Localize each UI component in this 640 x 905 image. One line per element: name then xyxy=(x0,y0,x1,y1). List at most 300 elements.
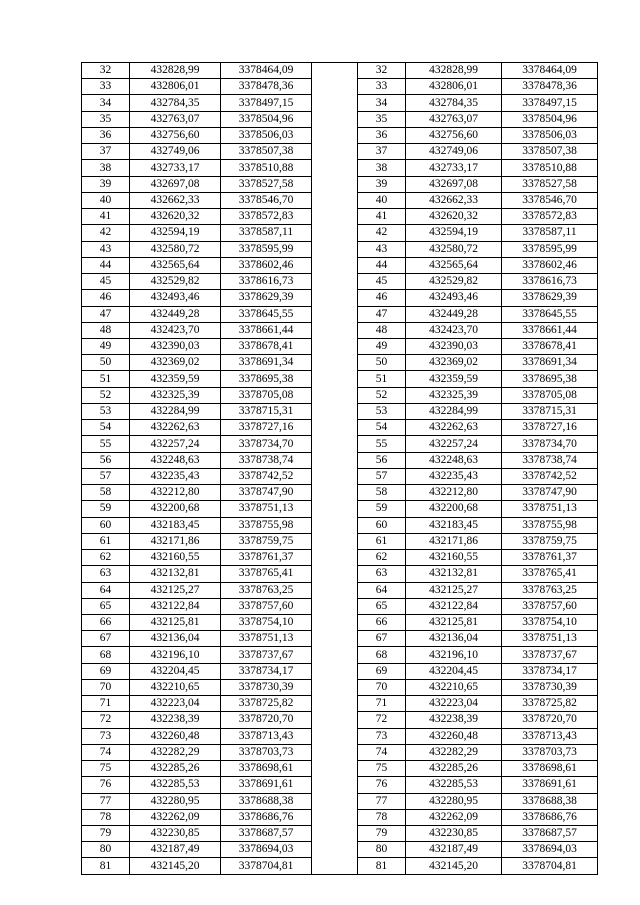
x-coordinate-cell: 432662,33 xyxy=(130,192,221,208)
point-number-cell: 65 xyxy=(82,598,130,614)
y-coordinate-cell: 3378734,17 xyxy=(502,663,598,679)
y-coordinate-cell: 3378507,38 xyxy=(502,144,598,160)
point-number-cell: 32 xyxy=(358,63,406,79)
x-coordinate-cell: 432235,43 xyxy=(130,468,221,484)
point-number-cell: 78 xyxy=(358,809,406,825)
x-coordinate-cell: 432122,84 xyxy=(130,598,221,614)
column-gap xyxy=(312,614,358,630)
x-coordinate-cell: 432784,35 xyxy=(130,95,221,111)
column-gap xyxy=(312,712,358,728)
x-coordinate-cell: 432359,59 xyxy=(130,371,221,387)
x-coordinate-cell: 432238,39 xyxy=(130,712,221,728)
point-number-cell: 42 xyxy=(358,225,406,241)
x-coordinate-cell: 432369,02 xyxy=(406,355,502,371)
point-number-cell: 34 xyxy=(82,95,130,111)
point-number-cell: 43 xyxy=(82,241,130,257)
column-gap xyxy=(312,858,358,874)
point-number-cell: 49 xyxy=(82,338,130,354)
point-number-cell: 68 xyxy=(82,647,130,663)
y-coordinate-cell: 3378691,34 xyxy=(502,355,598,371)
column-gap xyxy=(312,127,358,143)
table-row xyxy=(82,842,598,858)
x-coordinate-cell: 432697,08 xyxy=(130,176,221,192)
point-number-cell: 58 xyxy=(82,485,130,501)
x-coordinate-cell: 432262,63 xyxy=(130,420,221,436)
x-coordinate-cell: 432262,09 xyxy=(406,809,502,825)
x-coordinate-cell: 432230,85 xyxy=(130,826,221,842)
x-coordinate-cell: 432183,45 xyxy=(406,517,502,533)
point-number-cell: 74 xyxy=(358,744,406,760)
y-coordinate-cell: 3378497,15 xyxy=(221,95,312,111)
y-coordinate-cell: 3378715,31 xyxy=(221,403,312,419)
column-gap xyxy=(312,517,358,533)
y-coordinate-cell: 3378661,44 xyxy=(502,322,598,338)
column-gap xyxy=(312,290,358,306)
point-number-cell: 62 xyxy=(82,550,130,566)
table-row xyxy=(82,209,598,225)
table-row xyxy=(82,420,598,436)
x-coordinate-cell: 432200,68 xyxy=(130,501,221,517)
column-gap xyxy=(312,371,358,387)
y-coordinate-cell: 3378725,82 xyxy=(221,696,312,712)
x-coordinate-cell: 432125,81 xyxy=(130,614,221,630)
column-gap xyxy=(312,338,358,354)
x-coordinate-cell: 432238,39 xyxy=(406,712,502,728)
x-coordinate-cell: 432196,10 xyxy=(130,647,221,663)
point-number-cell: 47 xyxy=(358,306,406,322)
point-number-cell: 72 xyxy=(82,712,130,728)
x-coordinate-cell: 432257,24 xyxy=(406,436,502,452)
y-coordinate-cell: 3378602,46 xyxy=(221,257,312,273)
y-coordinate-cell: 3378688,38 xyxy=(502,793,598,809)
table-row xyxy=(82,712,598,728)
x-coordinate-cell: 432285,53 xyxy=(130,777,221,793)
point-number-cell: 36 xyxy=(358,127,406,143)
y-coordinate-cell: 3378595,99 xyxy=(502,241,598,257)
y-coordinate-cell: 3378510,88 xyxy=(221,160,312,176)
x-coordinate-cell: 432136,04 xyxy=(406,631,502,647)
point-number-cell: 81 xyxy=(82,858,130,874)
point-number-cell: 60 xyxy=(82,517,130,533)
x-coordinate-cell: 432285,26 xyxy=(130,761,221,777)
point-number-cell: 48 xyxy=(358,322,406,338)
x-coordinate-cell: 432204,45 xyxy=(130,663,221,679)
table-row xyxy=(82,306,598,322)
point-number-cell: 49 xyxy=(358,338,406,354)
y-coordinate-cell: 3378730,39 xyxy=(221,679,312,695)
point-number-cell: 48 xyxy=(82,322,130,338)
x-coordinate-cell: 432125,81 xyxy=(406,614,502,630)
column-gap xyxy=(312,420,358,436)
x-coordinate-cell: 432145,20 xyxy=(406,858,502,874)
x-coordinate-cell: 432423,70 xyxy=(130,322,221,338)
table-row xyxy=(82,598,598,614)
y-coordinate-cell: 3378686,76 xyxy=(221,809,312,825)
point-number-cell: 77 xyxy=(82,793,130,809)
x-coordinate-cell: 432136,04 xyxy=(130,631,221,647)
table-row xyxy=(82,614,598,630)
point-number-cell: 41 xyxy=(358,209,406,225)
x-coordinate-cell: 432230,85 xyxy=(406,826,502,842)
y-coordinate-cell: 3378705,08 xyxy=(502,387,598,403)
point-number-cell: 46 xyxy=(358,290,406,306)
point-number-cell: 56 xyxy=(358,452,406,468)
y-coordinate-cell: 3378755,98 xyxy=(221,517,312,533)
y-coordinate-cell: 3378765,41 xyxy=(221,566,312,582)
table-row xyxy=(82,452,598,468)
x-coordinate-cell: 432784,35 xyxy=(406,95,502,111)
x-coordinate-cell: 432183,45 xyxy=(130,517,221,533)
y-coordinate-cell: 3378687,57 xyxy=(221,826,312,842)
x-coordinate-cell: 432594,19 xyxy=(406,225,502,241)
point-number-cell: 70 xyxy=(358,679,406,695)
point-number-cell: 76 xyxy=(82,777,130,793)
table-row xyxy=(82,225,598,241)
point-number-cell: 69 xyxy=(358,663,406,679)
x-coordinate-cell: 432763,07 xyxy=(130,111,221,127)
x-coordinate-cell: 432212,80 xyxy=(406,485,502,501)
x-coordinate-cell: 432257,24 xyxy=(130,436,221,452)
x-coordinate-cell: 432160,55 xyxy=(130,550,221,566)
x-coordinate-cell: 432171,86 xyxy=(130,533,221,549)
x-coordinate-cell: 432806,01 xyxy=(406,79,502,95)
y-coordinate-cell: 3378713,43 xyxy=(502,728,598,744)
y-coordinate-cell: 3378678,41 xyxy=(221,338,312,354)
point-number-cell: 52 xyxy=(358,387,406,403)
coordinates-table-body xyxy=(82,63,598,875)
y-coordinate-cell: 3378629,39 xyxy=(221,290,312,306)
x-coordinate-cell: 432132,81 xyxy=(406,566,502,582)
point-number-cell: 40 xyxy=(82,192,130,208)
x-coordinate-cell: 432284,99 xyxy=(406,403,502,419)
y-coordinate-cell: 3378734,70 xyxy=(502,436,598,452)
y-coordinate-cell: 3378661,44 xyxy=(221,322,312,338)
y-coordinate-cell: 3378704,81 xyxy=(502,858,598,874)
x-coordinate-cell: 432733,17 xyxy=(406,160,502,176)
coordinates-table xyxy=(81,62,598,875)
x-coordinate-cell: 432828,99 xyxy=(406,63,502,79)
y-coordinate-cell: 3378464,09 xyxy=(221,63,312,79)
y-coordinate-cell: 3378715,31 xyxy=(502,403,598,419)
x-coordinate-cell: 432493,46 xyxy=(406,290,502,306)
x-coordinate-cell: 432196,10 xyxy=(406,647,502,663)
x-coordinate-cell: 432369,02 xyxy=(130,355,221,371)
y-coordinate-cell: 3378761,37 xyxy=(502,550,598,566)
column-gap xyxy=(312,192,358,208)
x-coordinate-cell: 432756,60 xyxy=(130,127,221,143)
y-coordinate-cell: 3378616,73 xyxy=(502,274,598,290)
y-coordinate-cell: 3378691,61 xyxy=(221,777,312,793)
y-coordinate-cell: 3378687,57 xyxy=(502,826,598,842)
table-row xyxy=(82,761,598,777)
column-gap xyxy=(312,761,358,777)
x-coordinate-cell: 432280,95 xyxy=(406,793,502,809)
x-coordinate-cell: 432125,27 xyxy=(406,582,502,598)
column-gap xyxy=(312,241,358,257)
table-row xyxy=(82,257,598,273)
column-gap xyxy=(312,663,358,679)
point-number-cell: 75 xyxy=(358,761,406,777)
point-number-cell: 74 xyxy=(82,744,130,760)
y-coordinate-cell: 3378686,76 xyxy=(502,809,598,825)
point-number-cell: 54 xyxy=(358,420,406,436)
y-coordinate-cell: 3378587,11 xyxy=(221,225,312,241)
y-coordinate-cell: 3378688,38 xyxy=(221,793,312,809)
table-row xyxy=(82,485,598,501)
x-coordinate-cell: 432280,95 xyxy=(130,793,221,809)
column-gap xyxy=(312,744,358,760)
column-gap xyxy=(312,647,358,663)
point-number-cell: 76 xyxy=(358,777,406,793)
table-row xyxy=(82,322,598,338)
y-coordinate-cell: 3378713,43 xyxy=(221,728,312,744)
y-coordinate-cell: 3378506,03 xyxy=(502,127,598,143)
column-gap xyxy=(312,225,358,241)
point-number-cell: 46 xyxy=(82,290,130,306)
point-number-cell: 60 xyxy=(358,517,406,533)
column-gap xyxy=(312,777,358,793)
x-coordinate-cell: 432325,39 xyxy=(130,387,221,403)
x-coordinate-cell: 432580,72 xyxy=(130,241,221,257)
point-number-cell: 79 xyxy=(358,826,406,842)
x-coordinate-cell: 432122,84 xyxy=(406,598,502,614)
column-gap xyxy=(312,176,358,192)
y-coordinate-cell: 3378506,03 xyxy=(221,127,312,143)
point-number-cell: 73 xyxy=(82,728,130,744)
table-row xyxy=(82,550,598,566)
point-number-cell: 80 xyxy=(358,842,406,858)
y-coordinate-cell: 3378751,13 xyxy=(221,631,312,647)
table-row xyxy=(82,355,598,371)
point-number-cell: 43 xyxy=(358,241,406,257)
y-coordinate-cell: 3378497,15 xyxy=(502,95,598,111)
x-coordinate-cell: 432125,27 xyxy=(130,582,221,598)
point-number-cell: 69 xyxy=(82,663,130,679)
x-coordinate-cell: 432200,68 xyxy=(406,501,502,517)
table-row xyxy=(82,501,598,517)
column-gap xyxy=(312,809,358,825)
y-coordinate-cell: 3378678,41 xyxy=(502,338,598,354)
x-coordinate-cell: 432662,33 xyxy=(406,192,502,208)
y-coordinate-cell: 3378763,25 xyxy=(221,582,312,598)
table-row xyxy=(82,809,598,825)
table-row xyxy=(82,468,598,484)
table-row xyxy=(82,111,598,127)
x-coordinate-cell: 432212,80 xyxy=(130,485,221,501)
column-gap xyxy=(312,355,358,371)
table-row xyxy=(82,403,598,419)
point-number-cell: 66 xyxy=(358,614,406,630)
column-gap xyxy=(312,793,358,809)
point-number-cell: 63 xyxy=(358,566,406,582)
x-coordinate-cell: 432282,29 xyxy=(130,744,221,760)
table-row xyxy=(82,533,598,549)
table-row xyxy=(82,728,598,744)
x-coordinate-cell: 432285,53 xyxy=(406,777,502,793)
x-coordinate-cell: 432260,48 xyxy=(130,728,221,744)
y-coordinate-cell: 3378759,75 xyxy=(502,533,598,549)
y-coordinate-cell: 3378694,03 xyxy=(502,842,598,858)
y-coordinate-cell: 3378754,10 xyxy=(502,614,598,630)
table-row xyxy=(82,63,598,79)
x-coordinate-cell: 432260,48 xyxy=(406,728,502,744)
point-number-cell: 35 xyxy=(82,111,130,127)
point-number-cell: 79 xyxy=(82,826,130,842)
y-coordinate-cell: 3378587,11 xyxy=(502,225,598,241)
y-coordinate-cell: 3378757,60 xyxy=(502,598,598,614)
column-gap xyxy=(312,436,358,452)
point-number-cell: 81 xyxy=(358,858,406,874)
point-number-cell: 72 xyxy=(358,712,406,728)
column-gap xyxy=(312,550,358,566)
point-number-cell: 55 xyxy=(358,436,406,452)
table-row xyxy=(82,517,598,533)
table-row xyxy=(82,144,598,160)
x-coordinate-cell: 432171,86 xyxy=(406,533,502,549)
table-row xyxy=(82,127,598,143)
table-row xyxy=(82,793,598,809)
point-number-cell: 64 xyxy=(358,582,406,598)
y-coordinate-cell: 3378694,03 xyxy=(221,842,312,858)
y-coordinate-cell: 3378546,70 xyxy=(502,192,598,208)
table-row xyxy=(82,826,598,842)
point-number-cell: 34 xyxy=(358,95,406,111)
y-coordinate-cell: 3378703,73 xyxy=(221,744,312,760)
column-gap xyxy=(312,111,358,127)
column-gap xyxy=(312,728,358,744)
column-gap xyxy=(312,403,358,419)
x-coordinate-cell: 432594,19 xyxy=(130,225,221,241)
y-coordinate-cell: 3378704,81 xyxy=(221,858,312,874)
x-coordinate-cell: 432565,64 xyxy=(406,257,502,273)
y-coordinate-cell: 3378527,58 xyxy=(502,176,598,192)
y-coordinate-cell: 3378757,60 xyxy=(221,598,312,614)
y-coordinate-cell: 3378737,67 xyxy=(502,647,598,663)
column-gap xyxy=(312,696,358,712)
column-gap xyxy=(312,533,358,549)
y-coordinate-cell: 3378504,96 xyxy=(502,111,598,127)
point-number-cell: 53 xyxy=(82,403,130,419)
y-coordinate-cell: 3378629,39 xyxy=(502,290,598,306)
point-number-cell: 70 xyxy=(82,679,130,695)
point-number-cell: 58 xyxy=(358,485,406,501)
column-gap xyxy=(312,452,358,468)
y-coordinate-cell: 3378734,17 xyxy=(221,663,312,679)
table-row xyxy=(82,274,598,290)
x-coordinate-cell: 432235,43 xyxy=(406,468,502,484)
x-coordinate-cell: 432423,70 xyxy=(406,322,502,338)
y-coordinate-cell: 3378595,99 xyxy=(221,241,312,257)
x-coordinate-cell: 432449,28 xyxy=(406,306,502,322)
x-coordinate-cell: 432749,06 xyxy=(130,144,221,160)
y-coordinate-cell: 3378751,13 xyxy=(221,501,312,517)
point-number-cell: 63 xyxy=(82,566,130,582)
x-coordinate-cell: 432285,26 xyxy=(406,761,502,777)
y-coordinate-cell: 3378751,13 xyxy=(502,501,598,517)
point-number-cell: 75 xyxy=(82,761,130,777)
y-coordinate-cell: 3378765,41 xyxy=(502,566,598,582)
x-coordinate-cell: 432359,59 xyxy=(406,371,502,387)
point-number-cell: 50 xyxy=(358,355,406,371)
x-coordinate-cell: 432210,65 xyxy=(406,679,502,695)
column-gap xyxy=(312,842,358,858)
y-coordinate-cell: 3378691,34 xyxy=(221,355,312,371)
x-coordinate-cell: 432565,64 xyxy=(130,257,221,273)
column-gap xyxy=(312,485,358,501)
y-coordinate-cell: 3378478,36 xyxy=(502,79,598,95)
table-row xyxy=(82,858,598,874)
point-number-cell: 38 xyxy=(358,160,406,176)
column-gap xyxy=(312,95,358,111)
point-number-cell: 37 xyxy=(358,144,406,160)
point-number-cell: 35 xyxy=(358,111,406,127)
point-number-cell: 67 xyxy=(358,631,406,647)
point-number-cell: 56 xyxy=(82,452,130,468)
x-coordinate-cell: 432697,08 xyxy=(406,176,502,192)
y-coordinate-cell: 3378727,16 xyxy=(221,420,312,436)
table-row xyxy=(82,679,598,695)
y-coordinate-cell: 3378698,61 xyxy=(221,761,312,777)
point-number-cell: 62 xyxy=(358,550,406,566)
y-coordinate-cell: 3378742,52 xyxy=(502,468,598,484)
x-coordinate-cell: 432248,63 xyxy=(130,452,221,468)
y-coordinate-cell: 3378751,13 xyxy=(502,631,598,647)
point-number-cell: 32 xyxy=(82,63,130,79)
x-coordinate-cell: 432204,45 xyxy=(406,663,502,679)
point-number-cell: 44 xyxy=(358,257,406,273)
point-number-cell: 78 xyxy=(82,809,130,825)
column-gap xyxy=(312,79,358,95)
y-coordinate-cell: 3378734,70 xyxy=(221,436,312,452)
table-row xyxy=(82,160,598,176)
point-number-cell: 45 xyxy=(82,274,130,290)
column-gap xyxy=(312,631,358,647)
y-coordinate-cell: 3378572,83 xyxy=(502,209,598,225)
x-coordinate-cell: 432210,65 xyxy=(130,679,221,695)
column-gap xyxy=(312,501,358,517)
y-coordinate-cell: 3378510,88 xyxy=(502,160,598,176)
table-row xyxy=(82,566,598,582)
y-coordinate-cell: 3378504,96 xyxy=(221,111,312,127)
point-number-cell: 50 xyxy=(82,355,130,371)
point-number-cell: 42 xyxy=(82,225,130,241)
y-coordinate-cell: 3378464,09 xyxy=(502,63,598,79)
x-coordinate-cell: 432187,49 xyxy=(130,842,221,858)
y-coordinate-cell: 3378698,61 xyxy=(502,761,598,777)
column-gap xyxy=(312,322,358,338)
y-coordinate-cell: 3378761,37 xyxy=(221,550,312,566)
point-number-cell: 39 xyxy=(358,176,406,192)
column-gap xyxy=(312,257,358,273)
point-number-cell: 33 xyxy=(358,79,406,95)
column-gap xyxy=(312,582,358,598)
x-coordinate-cell: 432262,63 xyxy=(406,420,502,436)
y-coordinate-cell: 3378703,73 xyxy=(502,744,598,760)
y-coordinate-cell: 3378759,75 xyxy=(221,533,312,549)
point-number-cell: 33 xyxy=(82,79,130,95)
y-coordinate-cell: 3378738,74 xyxy=(221,452,312,468)
y-coordinate-cell: 3378738,74 xyxy=(502,452,598,468)
x-coordinate-cell: 432223,04 xyxy=(406,696,502,712)
y-coordinate-cell: 3378705,08 xyxy=(221,387,312,403)
x-coordinate-cell: 432187,49 xyxy=(406,842,502,858)
column-gap xyxy=(312,209,358,225)
point-number-cell: 38 xyxy=(82,160,130,176)
y-coordinate-cell: 3378754,10 xyxy=(221,614,312,630)
y-coordinate-cell: 3378747,90 xyxy=(221,485,312,501)
table-row xyxy=(82,777,598,793)
table-row xyxy=(82,241,598,257)
